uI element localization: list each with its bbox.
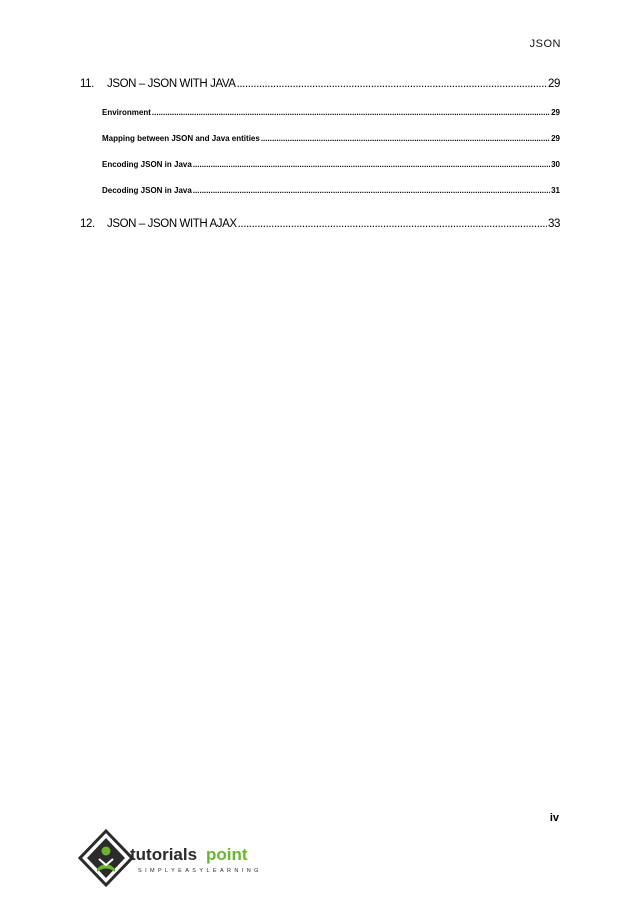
toc-leader-dots xyxy=(238,218,547,230)
toc-chapter-title: JSON – JSON WITH JAVA xyxy=(107,78,236,90)
running-header: JSON xyxy=(529,38,561,50)
toc-section-title: Decoding JSON in Java xyxy=(102,186,192,195)
toc-page-number: 29 xyxy=(551,134,560,143)
toc-chapter-12[interactable] xyxy=(80,218,560,236)
toc-section-title: Environment xyxy=(102,108,151,117)
toc-section-title: Encoding JSON in Java xyxy=(102,160,192,169)
toc-page-number: 29 xyxy=(551,108,560,117)
toc-section-encoding[interactable] xyxy=(80,160,560,172)
logo-diamond-mark xyxy=(80,831,132,885)
toc-chapter-label xyxy=(80,78,236,90)
toc-page-number: 29 xyxy=(548,78,560,90)
toc-section-mapping[interactable] xyxy=(80,134,560,146)
toc-chapter-label xyxy=(80,218,237,230)
toc-chapter-number: 12. xyxy=(80,218,95,230)
toc-page-number: 33 xyxy=(548,218,560,230)
toc-page-number: 30 xyxy=(551,160,560,169)
logo-tagline: SIMPLYEASYLEARNING xyxy=(138,868,262,874)
toc-leader-dots xyxy=(152,108,550,117)
toc-chapter-number: 11. xyxy=(80,78,94,90)
toc-leader-dots xyxy=(261,134,550,143)
toc-leader-dots xyxy=(193,160,550,169)
toc-chapter-11[interactable] xyxy=(80,78,560,96)
toc-section-decoding[interactable] xyxy=(80,186,560,198)
toc-leader-dots xyxy=(237,78,547,90)
toc-section-environment[interactable] xyxy=(80,108,560,120)
tutorialspoint-logo-icon xyxy=(78,829,268,887)
logo-word-point: point xyxy=(206,845,248,864)
toc-page-number: 31 xyxy=(551,186,560,195)
toc-section-title: Mapping between JSON and Java entities xyxy=(102,134,260,143)
table-of-contents xyxy=(80,78,560,236)
logo-word-tutorials: tutorials xyxy=(130,845,198,864)
toc-chapter-title: JSON – JSON WITH AJAX xyxy=(107,218,237,230)
page-number: iv xyxy=(549,812,559,824)
toc-leader-dots xyxy=(193,186,550,195)
